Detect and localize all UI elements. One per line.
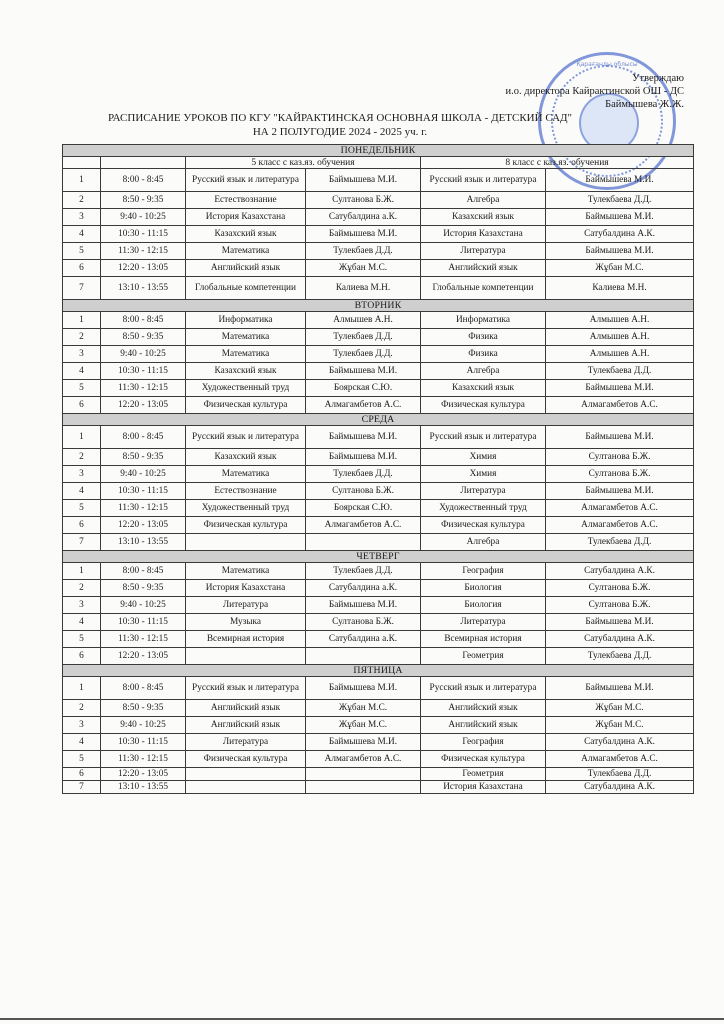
class-5-teacher: Баймышева М.И. — [306, 449, 421, 466]
lesson-number: 4 — [63, 734, 101, 751]
approval-line-position: и.о. директора Кайрактинской ОШ - ДС — [505, 86, 684, 97]
lesson-number: 3 — [63, 597, 101, 614]
class-5-subject: Математика — [186, 563, 306, 580]
lesson-row — [63, 346, 694, 363]
lesson-time: 12:20 - 13:05 — [101, 648, 186, 665]
lesson-time: 8:50 - 9:35 — [101, 580, 186, 597]
class-8-header: 8 класс с каз.яз. обучения — [421, 157, 694, 169]
class-5-teacher: Алмагамбетов А.С. — [306, 397, 421, 414]
class-5-teacher: Баймышева М.И. — [306, 169, 421, 192]
class-5-subject: Казахский язык — [186, 226, 306, 243]
lesson-row — [63, 329, 694, 346]
lesson-number: 7 — [63, 781, 101, 794]
class-8-subject: Всемирная история — [421, 631, 546, 648]
class-8-subject: Физическая культура — [421, 397, 546, 414]
lesson-number: 4 — [63, 614, 101, 631]
lesson-number: 1 — [63, 677, 101, 700]
class-5-teacher: Султанова Б.Ж. — [306, 192, 421, 209]
class-8-subject: История Казахстана — [421, 226, 546, 243]
day-name: ПОНЕДЕЛЬНИК — [63, 145, 694, 157]
class-8-teacher: Алмышев А.Н. — [546, 346, 694, 363]
lesson-time: 12:20 - 13:05 — [101, 260, 186, 277]
lesson-time: 10:30 - 11:15 — [101, 226, 186, 243]
lesson-time: 11:30 - 12:15 — [101, 751, 186, 768]
lesson-time: 12:20 - 13:05 — [101, 397, 186, 414]
class-8-teacher: Тулекбаева Д.Д. — [546, 768, 694, 781]
class-5-teacher: Боярская С.Ю. — [306, 380, 421, 397]
class-8-subject: Химия — [421, 466, 546, 483]
lesson-time: 11:30 - 12:15 — [101, 631, 186, 648]
lesson-number: 3 — [63, 209, 101, 226]
lesson-time: 8:00 - 8:45 — [101, 312, 186, 329]
class-8-subject: Алгебра — [421, 363, 546, 380]
class-8-teacher: Алмагамбетов А.С. — [546, 751, 694, 768]
class-8-teacher: Султанова Б.Ж. — [546, 597, 694, 614]
lesson-number: 7 — [63, 534, 101, 551]
lesson-time: 8:00 - 8:45 — [101, 677, 186, 700]
lesson-number: 5 — [63, 243, 101, 260]
class-5-teacher: Сатубалдина а.К. — [306, 209, 421, 226]
lesson-time: 9:40 - 10:25 — [101, 209, 186, 226]
class-5-subject: Казахский язык — [186, 449, 306, 466]
class-8-subject: Геометрия — [421, 768, 546, 781]
class-8-subject: Английский язык — [421, 717, 546, 734]
class-5-subject: Казахский язык — [186, 363, 306, 380]
lesson-number: 3 — [63, 466, 101, 483]
lesson-time: 11:30 - 12:15 — [101, 380, 186, 397]
class-8-subject: История Казахстана — [421, 781, 546, 794]
class-8-teacher: Баймышева М.И. — [546, 677, 694, 700]
class-8-teacher: Баймышева М.И. — [546, 209, 694, 226]
class-8-teacher: Баймышева М.И. — [546, 243, 694, 260]
lesson-number: 1 — [63, 169, 101, 192]
approval-line-approve: Утверждаю — [632, 73, 684, 84]
class-5-subject: Естествознание — [186, 192, 306, 209]
class-8-teacher: Баймышева М.И. — [546, 380, 694, 397]
lesson-number: 4 — [63, 363, 101, 380]
lesson-number: 2 — [63, 700, 101, 717]
class-8-teacher: Алмышев А.Н. — [546, 312, 694, 329]
day-header-row — [63, 145, 694, 157]
class-5-subject — [186, 768, 306, 781]
lesson-time: 9:40 - 10:25 — [101, 717, 186, 734]
class-8-teacher: Тулекбаева Д.Д. — [546, 534, 694, 551]
lesson-row — [63, 209, 694, 226]
class-5-subject: Естествознание — [186, 483, 306, 500]
class-5-subject: Математика — [186, 329, 306, 346]
class-8-subject: Физическая культура — [421, 517, 546, 534]
class-8-subject: Литература — [421, 483, 546, 500]
class-8-subject: Геометрия — [421, 648, 546, 665]
class-5-subject — [186, 781, 306, 794]
lesson-time: 10:30 - 11:15 — [101, 363, 186, 380]
class-5-teacher: Баймышева М.И. — [306, 677, 421, 700]
lesson-time: 12:20 - 13:05 — [101, 768, 186, 781]
class-5-teacher: Тулекбаев Д.Д. — [306, 329, 421, 346]
lesson-row — [63, 751, 694, 768]
lesson-number: 4 — [63, 483, 101, 500]
approval-line-name: Баймышева Ж.Ж. — [605, 99, 684, 110]
class-8-teacher: Баймышева М.И. — [546, 614, 694, 631]
day-name: ЧЕТВЕРГ — [63, 551, 694, 563]
lesson-number: 1 — [63, 426, 101, 449]
lesson-time: 9:40 - 10:25 — [101, 466, 186, 483]
class-8-teacher: Сатубалдина А.К. — [546, 226, 694, 243]
class-5-teacher: Султанова Б.Ж. — [306, 614, 421, 631]
class-8-teacher: Тулекбаева Д.Д. — [546, 363, 694, 380]
class-8-subject: Казахский язык — [421, 209, 546, 226]
class-8-teacher: Баймышева М.И. — [546, 483, 694, 500]
lesson-time: 10:30 - 11:15 — [101, 483, 186, 500]
lesson-number: 5 — [63, 500, 101, 517]
class-8-teacher: Алмагамбетов А.С. — [546, 397, 694, 414]
class-5-subject: Физическая культура — [186, 517, 306, 534]
blank-cell — [101, 157, 186, 169]
lesson-row — [63, 734, 694, 751]
document-subtitle: НА 2 ПОЛУГОДИЕ 2024 - 2025 уч. г. — [252, 126, 428, 138]
lesson-row — [63, 677, 694, 700]
class-5-teacher: Баймышева М.И. — [306, 426, 421, 449]
lesson-row — [63, 597, 694, 614]
class-5-teacher — [306, 781, 421, 794]
lesson-row — [63, 226, 694, 243]
class-5-teacher: Жұбан М.С. — [306, 717, 421, 734]
lesson-number: 5 — [63, 631, 101, 648]
day-header-row — [63, 414, 694, 426]
lesson-time: 8:50 - 9:35 — [101, 700, 186, 717]
class-5-subject: Художественный труд — [186, 500, 306, 517]
class-5-teacher: Баймышева М.И. — [306, 363, 421, 380]
class-8-subject: Казахский язык — [421, 380, 546, 397]
class-5-subject: Литература — [186, 597, 306, 614]
lesson-time: 9:40 - 10:25 — [101, 597, 186, 614]
class-5-subject: История Казахстана — [186, 209, 306, 226]
class-5-subject: Математика — [186, 466, 306, 483]
class-header-row — [63, 157, 694, 169]
lesson-time: 11:30 - 12:15 — [101, 243, 186, 260]
class-8-subject: Литература — [421, 243, 546, 260]
lesson-time: 8:50 - 9:35 — [101, 192, 186, 209]
class-5-subject: Глобальные компетенции — [186, 277, 306, 300]
class-8-subject: География — [421, 563, 546, 580]
lesson-row — [63, 717, 694, 734]
lesson-row — [63, 517, 694, 534]
lesson-number: 4 — [63, 226, 101, 243]
class-8-teacher: Жұбан М.С. — [546, 260, 694, 277]
lesson-number: 1 — [63, 312, 101, 329]
class-8-subject: Русский язык и литература — [421, 426, 546, 449]
day-name: ПЯТНИЦА — [63, 665, 694, 677]
class-5-subject: Английский язык — [186, 260, 306, 277]
class-5-teacher — [306, 648, 421, 665]
class-5-subject: Математика — [186, 346, 306, 363]
lesson-row — [63, 534, 694, 551]
document-title: РАСПИСАНИЕ УРОКОВ ПО КГУ "КАЙРАКТИНСКАЯ ОСНОВНАЯ ШКОЛА - ДЕТСКИЙ САД" — [107, 112, 573, 124]
class-8-teacher: Баймышева М.И. — [546, 426, 694, 449]
lesson-row — [63, 768, 694, 781]
day-name: СРЕДА — [63, 414, 694, 426]
class-5-subject: Русский язык и литература — [186, 677, 306, 700]
class-5-teacher — [306, 534, 421, 551]
lesson-row — [63, 277, 694, 300]
lesson-row — [63, 192, 694, 209]
class-8-teacher: Султанова Б.Ж. — [546, 466, 694, 483]
lesson-row — [63, 380, 694, 397]
class-8-subject: Английский язык — [421, 700, 546, 717]
class-8-subject: Биология — [421, 597, 546, 614]
lesson-time: 13:10 - 13:55 — [101, 534, 186, 551]
lesson-time: 11:30 - 12:15 — [101, 500, 186, 517]
lesson-number: 2 — [63, 449, 101, 466]
class-5-subject: Математика — [186, 243, 306, 260]
class-5-teacher: Султанова Б.Ж. — [306, 483, 421, 500]
class-5-subject — [186, 648, 306, 665]
class-5-teacher: Тулекбаев Д.Д. — [306, 243, 421, 260]
class-5-teacher: Тулекбаев Д.Д. — [306, 346, 421, 363]
class-5-teacher: Жұбан М.С. — [306, 260, 421, 277]
lesson-number: 2 — [63, 329, 101, 346]
lesson-time: 8:50 - 9:35 — [101, 329, 186, 346]
lesson-row — [63, 397, 694, 414]
class-8-subject: Английский язык — [421, 260, 546, 277]
lesson-time: 10:30 - 11:15 — [101, 614, 186, 631]
class-8-teacher: Тулекбаева Д.Д. — [546, 192, 694, 209]
class-5-teacher: Баймышева М.И. — [306, 226, 421, 243]
lesson-row — [63, 169, 694, 192]
lesson-time: 13:10 - 13:55 — [101, 781, 186, 794]
day-header-row — [63, 665, 694, 677]
class-8-teacher: Алмагамбетов А.С. — [546, 517, 694, 534]
class-5-teacher: Баймышева М.И. — [306, 597, 421, 614]
class-5-subject: Физическая культура — [186, 751, 306, 768]
class-5-teacher — [306, 768, 421, 781]
class-5-teacher: Калиева М.Н. — [306, 277, 421, 300]
class-8-teacher: Тулекбаева Д.Д. — [546, 648, 694, 665]
class-5-subject: Русский язык и литература — [186, 426, 306, 449]
blank-cell — [63, 157, 101, 169]
schedule-table — [62, 144, 694, 794]
class-5-subject: Информатика — [186, 312, 306, 329]
lesson-row — [63, 243, 694, 260]
lesson-row — [63, 580, 694, 597]
class-8-teacher: Сатубалдина А.К. — [546, 781, 694, 794]
approval-block — [506, 72, 684, 111]
lesson-row — [63, 700, 694, 717]
lesson-row — [63, 631, 694, 648]
class-8-subject: Информатика — [421, 312, 546, 329]
lesson-row — [63, 781, 694, 794]
class-5-teacher: Боярская С.Ю. — [306, 500, 421, 517]
stamp-text: Қарағанды облысы — [576, 61, 638, 68]
class-5-teacher: Тулекбаев Д.Д. — [306, 466, 421, 483]
class-8-subject: География — [421, 734, 546, 751]
lesson-number: 6 — [63, 768, 101, 781]
class-8-subject: Физика — [421, 329, 546, 346]
lesson-time: 13:10 - 13:55 — [101, 277, 186, 300]
lesson-row — [63, 363, 694, 380]
lesson-row — [63, 466, 694, 483]
class-8-teacher: Султанова Б.Ж. — [546, 580, 694, 597]
lesson-time: 8:00 - 8:45 — [101, 426, 186, 449]
lesson-row — [63, 614, 694, 631]
class-5-teacher: Алмышев А.Н. — [306, 312, 421, 329]
class-5-subject: История Казахстана — [186, 580, 306, 597]
class-8-subject: Русский язык и литература — [421, 169, 546, 192]
class-8-subject: Физика — [421, 346, 546, 363]
class-5-subject: Физическая культура — [186, 397, 306, 414]
class-8-teacher: Баймышева М.И. — [546, 169, 694, 192]
class-8-teacher: Калиева М.Н. — [546, 277, 694, 300]
class-5-subject: Английский язык — [186, 700, 306, 717]
class-8-subject: Литература — [421, 614, 546, 631]
class-8-teacher: Жұбан М.С. — [546, 700, 694, 717]
class-8-teacher: Сатубалдина А.К. — [546, 631, 694, 648]
class-8-teacher: Жұбан М.С. — [546, 717, 694, 734]
class-8-subject: Физическая культура — [421, 751, 546, 768]
class-8-subject: Художественный труд — [421, 500, 546, 517]
class-8-subject: Биология — [421, 580, 546, 597]
class-5-subject: Английский язык — [186, 717, 306, 734]
lesson-row — [63, 563, 694, 580]
day-header-row — [63, 300, 694, 312]
class-5-teacher: Алмагамбетов А.С. — [306, 517, 421, 534]
lesson-number: 2 — [63, 580, 101, 597]
class-5-header: 5 класс с каз.яз. обучения — [186, 157, 421, 169]
lesson-time: 12:20 - 13:05 — [101, 517, 186, 534]
class-8-teacher: Алмышев А.Н. — [546, 329, 694, 346]
class-8-teacher: Султанова Б.Ж. — [546, 449, 694, 466]
lesson-time: 10:30 - 11:15 — [101, 734, 186, 751]
lesson-row — [63, 312, 694, 329]
lesson-time: 8:00 - 8:45 — [101, 563, 186, 580]
class-5-subject: Русский язык и литература — [186, 169, 306, 192]
lesson-time: 8:50 - 9:35 — [101, 449, 186, 466]
class-8-subject: Алгебра — [421, 192, 546, 209]
lesson-row — [63, 426, 694, 449]
lesson-time: 9:40 - 10:25 — [101, 346, 186, 363]
class-8-teacher: Сатубалдина А.К. — [546, 734, 694, 751]
class-5-teacher: Алмагамбетов А.С. — [306, 751, 421, 768]
class-5-teacher: Баймышева М.И. — [306, 734, 421, 751]
lesson-number: 1 — [63, 563, 101, 580]
lesson-number: 3 — [63, 717, 101, 734]
page-edge-line — [0, 1018, 724, 1020]
class-5-teacher: Сатубалдина а.К. — [306, 580, 421, 597]
lesson-number: 6 — [63, 517, 101, 534]
class-5-teacher: Жұбан М.С. — [306, 700, 421, 717]
day-header-row — [63, 551, 694, 563]
class-5-subject: Музыка — [186, 614, 306, 631]
class-8-subject: Химия — [421, 449, 546, 466]
class-5-subject — [186, 534, 306, 551]
lesson-number: 5 — [63, 380, 101, 397]
class-8-teacher: Сатубалдина А.К. — [546, 563, 694, 580]
lesson-number: 7 — [63, 277, 101, 300]
class-8-subject: Алгебра — [421, 534, 546, 551]
class-5-teacher: Сатубалдина а.К. — [306, 631, 421, 648]
lesson-number: 2 — [63, 192, 101, 209]
lesson-row — [63, 648, 694, 665]
lesson-row — [63, 260, 694, 277]
lesson-number: 6 — [63, 397, 101, 414]
class-8-teacher: Алмагамбетов А.С. — [546, 500, 694, 517]
lesson-row — [63, 449, 694, 466]
class-8-subject: Глобальные компетенции — [421, 277, 546, 300]
class-5-teacher: Тулекбаев Д.Д. — [306, 563, 421, 580]
day-name: ВТОРНИК — [63, 300, 694, 312]
class-8-subject: Русский язык и литература — [421, 677, 546, 700]
lesson-row — [63, 500, 694, 517]
lesson-row — [63, 483, 694, 500]
lesson-number: 6 — [63, 260, 101, 277]
lesson-number: 6 — [63, 648, 101, 665]
lesson-number: 5 — [63, 751, 101, 768]
class-5-subject: Литература — [186, 734, 306, 751]
lesson-time: 8:00 - 8:45 — [101, 169, 186, 192]
class-5-subject: Всемирная история — [186, 631, 306, 648]
lesson-number: 3 — [63, 346, 101, 363]
class-5-subject: Художественный труд — [186, 380, 306, 397]
